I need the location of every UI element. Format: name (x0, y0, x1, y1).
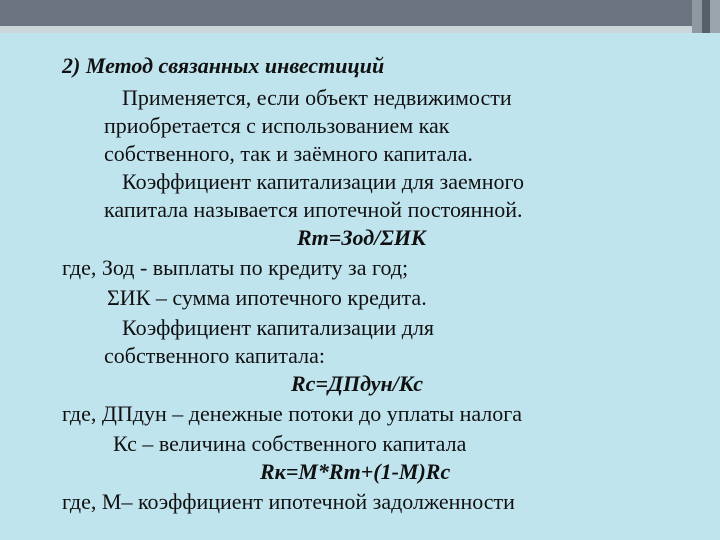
text-line: собственного, так и заёмного капитала. (104, 141, 473, 166)
text-line: Применяется, если объект недвижимости (122, 85, 512, 110)
slide-heading: 2) Метод связанных инвестиций (62, 53, 385, 78)
text-line: капитала называется ипотечной постоянной. (104, 197, 523, 222)
text-line: где, Зод - выплаты по кредиту за год; (62, 255, 409, 280)
text-line: собственного капитала: (104, 343, 325, 368)
text-line: Кс – величина собственного капитала (113, 431, 467, 456)
text-line: приобретается с использованием как (104, 113, 450, 138)
text-line: где, М– коэффициент ипотечной задолженности (62, 489, 515, 514)
formula-rm: Rm=Зод/ΣИК (297, 225, 426, 250)
formula-rk: Rк=M*Rm+(1-M)Rc (260, 459, 451, 484)
text-line: где, ДПдун – денежные потоки до уплаты налога (62, 401, 523, 426)
text-line: ΣИК – сумма ипотечного кредита. (107, 285, 427, 310)
formula-rc: Rc=ДПдун/Кс (291, 371, 423, 396)
text-line: Коэффициент капитализации для (122, 315, 435, 340)
text-line: Коэффициент капитализации для заемного (122, 169, 524, 194)
